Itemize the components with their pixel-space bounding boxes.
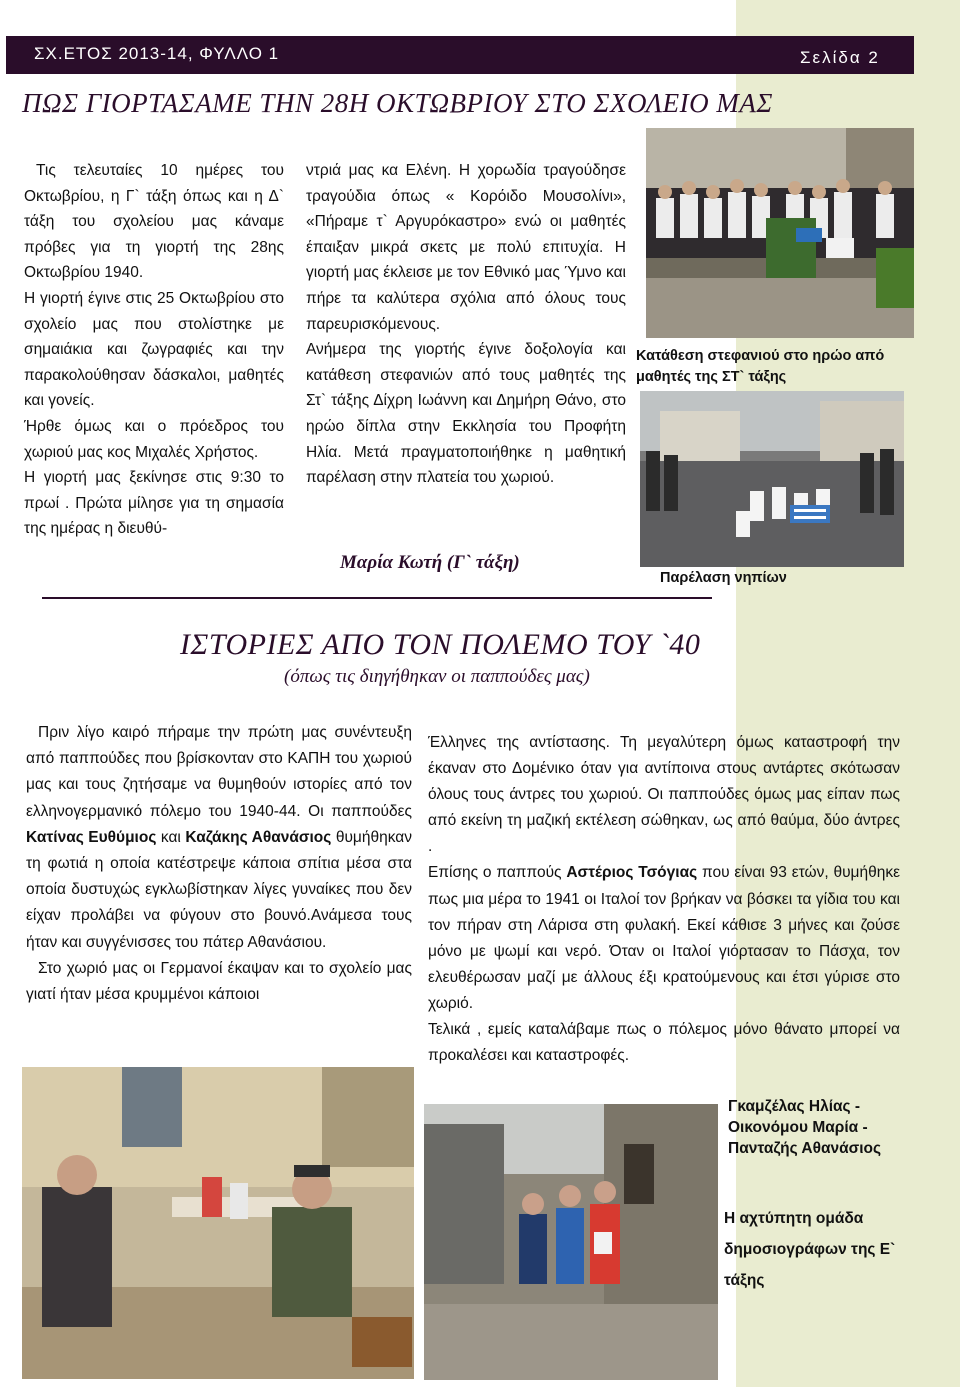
interview-photo (22, 1067, 414, 1379)
parade-photo-caption: Παρέλαση νηπίων (660, 570, 787, 586)
article1-title: ΠΩΣ ΓΙΟΡΤΑΣΑΜΕ ΤΗΝ 28Η ΟΚΤΩΒΡΙΟΥ ΣΤΟ ΣΧΟΛΕΙΟ ΜΑΣ (22, 88, 773, 118)
article2-para-4-text-a: Επίσης ο παππούς (428, 864, 567, 882)
article1-para-6: Ανήμερα της γιορτής έγινε δοξολογία και κατάθεση στεφανιών από τους μαθητές της Στ` τάξης Δίχρη Ιωάννη και Δημήρη Θάνο, στο ηρώο δίπλα στην Εκκλησία του Προφήτη Ηλία. Μετά πραγματοποιήθηκε η μαθητική παρέλαση στην πλατεία του χωριού. (306, 341, 626, 487)
article2-para-1 (26, 720, 412, 956)
parade-photo (640, 391, 904, 567)
article2-column-2 (428, 730, 900, 1069)
section-divider (42, 597, 712, 599)
article1-para-5: ντριά μας κα Ελένη. Η χορωδία τραγούδησε τραγούδια όπως « Κορόιδο Μουσολίνι», «Πήραμε τ` Αργυρόκαστρο» ενώ οι μαθητές έπαιξαν μικρά σκετς με πολύ επιτυχία. Η γιορτή μας έκλεισε με τον Εθνικό μας Ύμνο και πήρε τα καλύτερα σχόλια από όλους τους παρευρισκόμενους. (306, 162, 626, 333)
article1-signature: Μαρία Κωτή (Γ` τάξη) (340, 552, 520, 573)
article2-para-4 (428, 860, 900, 1017)
interview-photo-image (22, 1067, 414, 1379)
article2-para-1-text-c: θυμήθηκαν τη φωτιά η οποία κατέστρεψε κάποια σπίτια μέσα στα οποία δυστυχώς εγκλωβίστηκαν λίγες γυναίκες που δεν είχαν προλάβει να φύγουν στο βουνό.Ανάμεσα τους ήταν και συγγένισσες του πάτερ Αθανάσιου. (26, 828, 412, 951)
article2-authors: Γκαμζέλας Ηλίας - Οικονόμου Μαρία - Πανταζής Αθανάσιος (728, 1098, 882, 1157)
article1-column-1 (24, 158, 284, 542)
wreath-photo (646, 128, 914, 338)
wreath-photo-image (646, 128, 914, 338)
issue-label: ΣΧ.ΕΤΟΣ 2013-14, ΦΥΛΛΟ 1 (34, 44, 280, 63)
article2-para-5: Τελικά , εμείς καταλάβαμε πως ο πόλεμος μόνο θάνατο μπορεί να προκαλέσει και καταστροφές. (428, 1021, 900, 1065)
page-number: Σελίδα 2 (800, 48, 880, 67)
article2-para-2: Στο χωριό μας οι Γερμανοί έκαψαν και το σχολείο μας γιατί ήταν μέσα κρυμμένοι κάποιοι (26, 959, 412, 1004)
article2-title: ΙΣΤΟΡΙΕΣ ΑΠΟ ΤΟΝ ΠΟΛΕΜΟ ΤΟΥ `40 (180, 628, 701, 661)
article2-para-1-text-b: και (156, 828, 186, 846)
article1-column-2 (306, 158, 626, 491)
article2-team-signature: Η αχτύπητη ομάδα δημοσιογράφων της Ε` τάξης (724, 1210, 896, 1289)
article1-para-1: Τις τελευταίες 10 ημέρες του Οκτωβρίου, η Γ` τάξη όπως και η Δ` τάξη του σχολείου μας κάναμε πρόβες για τη γιορτή της 28ης Οκτωβρίου 1940. (24, 162, 284, 282)
wreath-photo-caption: Κατάθεση στεφανιού στο ηρώο από μαθητές της ΣΤ` τάξης (636, 348, 885, 385)
article1-para-4: Η γιορτή μας ξεκίνησε στις 9:30 το πρωί . Πρώτα μίλησε για τη σημασία της ημέρας η διευθύ- (24, 469, 284, 538)
team-photo-image (424, 1104, 718, 1380)
grandfather-name-1: Κατίνας Ευθύμιος (26, 828, 157, 846)
article2-para-4-text-b: που είναι 93 ετών, θυμήθηκε πως μια μέρα το 1941 οι Ιταλοί τον βρήκαν να βόσκει τα γίδια του και τον πήραν στη Λάρισα στη φυλακή. Εκεί κάθισε 3 μήνες και ζούσε μόνο με ψωμί και νερό. Όταν οι Ιταλοί γιόρτασαν το Πάσχα, τον ελευθέρωσαν μαζί με άλλους έξι κρατούμενους και έτσι γύρισε στο χωριό. (428, 864, 901, 1012)
article1-para-3: Ήρθε όμως και ο πρόεδρος του χωριού μας κος Μιχαλές Χρήστος. (24, 417, 284, 461)
parade-photo-image (640, 391, 904, 567)
article2-para-1-text-a: Πριν λίγο καιρό πήραμε την πρώτη μας συνέντευξη από παππούδες που βρίσκονταν στο ΚΑΠΗ του χωριού μας και τους ζητήσαμε να θυμηθούν ιστορίες από τον ελληνογερμανικό πόλεμο του 1940-44. Οι παππούδες (26, 724, 412, 820)
article2-column-1 (26, 720, 412, 1008)
grandfather-name-3: Αστέριος Τσόγιας (566, 864, 698, 882)
team-photo (424, 1104, 718, 1380)
article1-para-2: Η γιορτή έγινε στις 25 Οκτωβρίου στο σχολείο μας που στολίστηκε με σημαιάκια και ζωγραφιές και την παρακολούθησαν δάσκαλοι, μαθητές και γονείς. (24, 289, 284, 410)
article2-subtitle: (όπως τις διηγήθηκαν οι παππούδες μας) (284, 666, 590, 687)
grandfather-name-2: Καζάκης Αθανάσιος (185, 828, 332, 846)
article2-para-3: Έλληνες της αντίστασης. Τη μεγαλύτερη όμως καταστροφή την έκαναν στο Δομένικο όταν για αντίποινα στους αντάρτες σκότωσαν όλους τους άντρες του χωριού. Οι παππούδες όμως μας είπαν πως από εκείνη τη μαζική εκτέλεση σώθηκαν, ως από θαύμα, δύο άντρες . (428, 734, 900, 856)
